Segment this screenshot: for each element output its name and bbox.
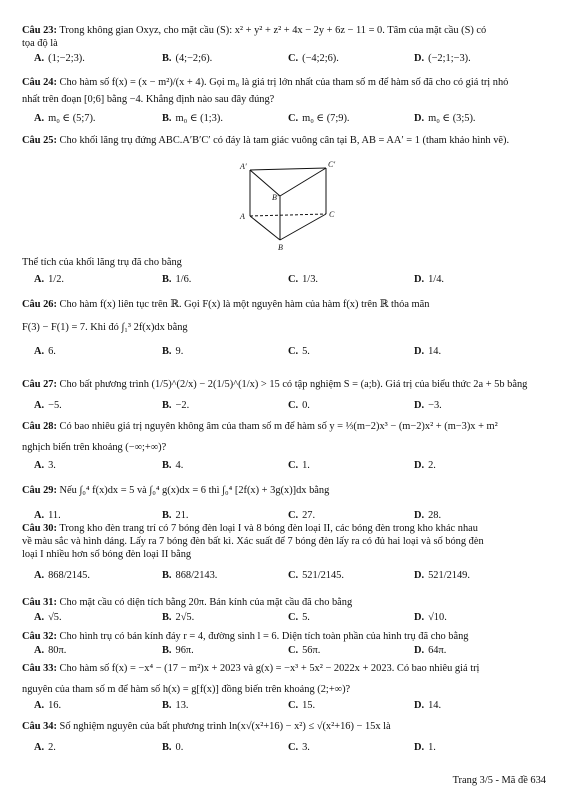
option-a[interactable]: A. √5. — [34, 612, 62, 623]
question-33 — [22, 662, 552, 696]
question-27 — [22, 378, 552, 391]
options-26 — [34, 346, 554, 360]
option-a[interactable]: A. 1/2. — [34, 274, 64, 285]
option-c[interactable]: C. 5. — [288, 612, 310, 623]
question-number: Câu 27: — [22, 379, 57, 390]
question-text: Số nghiệm nguyên của bất phương trình ln(x√(x²+16) − x²) ≤ √(x²+16) − 15x là — [59, 721, 391, 732]
label-a: A — [240, 212, 245, 221]
label-a1: A′ — [240, 162, 247, 171]
option-c[interactable]: C. m₀ ∈ (7;9). — [288, 113, 350, 124]
option-d[interactable]: D. 14. — [414, 700, 442, 711]
option-d[interactable]: D. m₀ ∈ (3;5). — [414, 113, 476, 124]
option-c[interactable]: C. 5. — [288, 346, 310, 357]
question-number: Câu 34: — [22, 721, 57, 732]
question-text: Cho hàm số f(x) = −x⁴ − (17 − m²)x + 2023 và g(x) = −x³ + 5x² − 2022x + 2023. Có bao nhiêu giá trị — [59, 663, 480, 674]
option-c[interactable]: C. 0. — [288, 400, 310, 411]
option-b[interactable]: B. 13. — [162, 700, 189, 711]
question-number: Câu 32: — [22, 631, 57, 642]
question-text: nhất trên đoạn [0;6] bằng −4. Khẳng định nào sau đây đúng? — [22, 94, 275, 105]
option-a[interactable]: A. 3. — [34, 460, 56, 471]
label-c1: C′ — [328, 160, 336, 169]
options-24 — [34, 112, 554, 126]
question-number: Câu 25: — [22, 135, 57, 146]
question-30 — [22, 522, 552, 561]
question-text: Trong không gian Oxyz, cho mặt cầu (S): x² + y² + z² + 4x − 2y + 6z − 11 = 0. Tâm của mặt cầu (S) có — [59, 25, 487, 36]
option-b[interactable]: B. 1/6. — [162, 274, 192, 285]
options-31 — [34, 612, 554, 626]
options-27 — [34, 400, 554, 414]
question-24 — [22, 76, 552, 106]
question-number: Câu 29: — [22, 485, 57, 496]
option-b[interactable]: B. 21. — [162, 510, 189, 521]
option-b[interactable]: B. −2. — [162, 400, 190, 411]
option-d[interactable]: D. 521/2149. — [414, 570, 470, 581]
question-text: Cho hình trụ có bán kính đáy r = 4, đường sinh l = 6. Diện tích toàn phần của hình trụ đã cho bằng — [59, 631, 469, 642]
question-text: Cho bất phương trình (1/5)^(2/x) − 2(1/5)^(1/x) > 15 có tập nghiệm S = (a;b). Giá trị của biểu thức 2a + 5b bằng — [59, 379, 528, 390]
question-text: Nếu ∫₀⁴ f(x)dx = 5 và ∫₀⁴ g(x)dx = 6 thì ∫₀⁴ [2f(x) + 3g(x)]dx bằng — [59, 485, 330, 496]
options-34 — [34, 742, 554, 756]
option-a[interactable]: A. m₀ ∈ (5;7). — [34, 113, 96, 124]
question-29 — [22, 484, 552, 497]
question-number: Câu 28: — [22, 421, 57, 432]
option-b[interactable]: B. 2√5. — [162, 612, 195, 623]
question-34 — [22, 720, 552, 733]
option-d[interactable]: D. −3. — [414, 400, 442, 411]
question-26 — [22, 298, 552, 334]
question-number: Câu 31: — [22, 597, 57, 608]
question-text: Cho hàm số f(x) = (x − m²)/(x + 4). Gọi m₀ là giá trị lớn nhất của tham số m để hàm số đã cho có giá trị nhỏ — [59, 77, 509, 88]
question-text: F(3) − F(1) = 7. Khi đó ∫₁³ 2f(x)dx bằng — [22, 322, 188, 333]
question-25 — [22, 134, 552, 147]
question-25-prompt — [22, 256, 552, 269]
question-text: Thể tích của khối lăng trụ đã cho bằng — [22, 257, 182, 268]
question-text: Cho mặt cầu có diện tích bằng 20π. Bán kính của mặt cầu đã cho bằng — [59, 597, 353, 608]
question-text: tọa độ là — [22, 38, 58, 49]
option-d[interactable]: D. 64π. — [414, 645, 447, 656]
question-23 — [22, 24, 552, 50]
option-d[interactable]: D. (−2;1;−3). — [414, 53, 471, 64]
question-28 — [22, 420, 552, 454]
edge-a-c-hidden — [250, 214, 326, 216]
option-c[interactable]: C. 56π. — [288, 645, 321, 656]
options-25 — [34, 274, 554, 288]
question-text: nguyên của tham số m để hàm số h(x) = g[f(x)] đồng biến trên khoảng (2;+∞)? — [22, 684, 351, 695]
option-a[interactable]: A. 2. — [34, 742, 56, 753]
question-number: Câu 24: — [22, 77, 57, 88]
question-text: loại I nhiều hơn số bóng đèn loại II bằng — [22, 549, 192, 560]
options-30 — [34, 570, 554, 584]
option-d[interactable]: D. 14. — [414, 346, 442, 357]
option-c[interactable]: C. 15. — [288, 700, 316, 711]
options-28 — [34, 460, 554, 474]
option-b[interactable]: B. 96π. — [162, 645, 194, 656]
option-d[interactable]: D. 28. — [414, 510, 442, 521]
option-b[interactable]: B. (4;−2;6). — [162, 53, 213, 64]
option-a[interactable]: A. 80π. — [34, 645, 67, 656]
edge-a1-c1 — [250, 168, 326, 170]
question-text: Cho khối lăng trụ đứng ABC.A′B′C′ có đáy là tam giác vuông cân tại B, AB = AA′ = 1 (tham khảo hình vẽ). — [59, 135, 510, 146]
option-c[interactable]: C. 3. — [288, 742, 310, 753]
option-a[interactable]: A. 6. — [34, 346, 56, 357]
question-text: Trong kho đèn trang trí có 7 bóng đèn loại I và 8 bóng đèn loại II, các bóng đèn trong kho khác nhau — [59, 523, 478, 534]
option-a[interactable]: A. 11. — [34, 510, 61, 521]
question-text: Có bao nhiêu giá trị nguyên không âm của tham số m để hàm số y = ⅓(m−2)x³ − (m−2)x² + (m−3)x + m² — [59, 421, 498, 432]
question-text: về màu sắc và hình dáng. Lấy ra 7 bóng đèn bất kì. Xác suất để 7 bóng đèn lấy ra có đủ hai loại và số bóng đèn — [22, 536, 484, 547]
label-b: B — [278, 243, 283, 252]
option-d[interactable]: D. 2. — [414, 460, 436, 471]
option-c[interactable]: C. 521/2145. — [288, 570, 344, 581]
options-23 — [34, 53, 554, 67]
option-a[interactable]: A. (1;−2;3). — [34, 53, 85, 64]
question-text: Cho hàm f(x) liên tục trên ℝ. Gọi F(x) là một nguyên hàm của hàm f(x) trên ℝ thỏa mãn — [59, 299, 430, 310]
question-32 — [22, 630, 552, 643]
question-number: Câu 33: — [22, 663, 57, 674]
option-d[interactable]: D. 1. — [414, 742, 436, 753]
edge-a-b — [250, 216, 280, 240]
options-33 — [34, 700, 554, 714]
option-c[interactable]: C. (−4;2;6). — [288, 53, 339, 64]
page-footer: Trang 3/5 - Mã đề 634 — [452, 775, 546, 786]
option-a[interactable]: A. 16. — [34, 700, 62, 711]
option-b[interactable]: B. 868/2143. — [162, 570, 218, 581]
option-d[interactable]: D. √10. — [414, 612, 447, 623]
edge-b1-c1 — [280, 168, 326, 196]
prism-figure — [228, 160, 348, 252]
option-c[interactable]: C. 1/3. — [288, 274, 318, 285]
label-b1: B′ — [272, 193, 279, 202]
option-b[interactable]: B. 0. — [162, 742, 184, 753]
edge-b-c — [280, 214, 326, 240]
question-number: Câu 23: — [22, 25, 57, 36]
option-b[interactable]: B. 4. — [162, 460, 184, 471]
question-number: Câu 26: — [22, 299, 57, 310]
option-a[interactable]: A. 868/2145. — [34, 570, 90, 581]
option-c[interactable]: C. 1. — [288, 460, 310, 471]
question-text: nghịch biến trên khoảng (−∞;+∞)? — [22, 442, 167, 453]
question-number: Câu 30: — [22, 523, 57, 534]
option-b[interactable]: B. m₀ ∈ (1;3). — [162, 113, 223, 124]
option-a[interactable]: A. −5. — [34, 400, 62, 411]
question-31 — [22, 596, 552, 609]
options-32 — [34, 645, 554, 659]
label-c: C — [329, 210, 335, 219]
option-d[interactable]: D. 1/4. — [414, 274, 444, 285]
option-b[interactable]: B. 9. — [162, 346, 184, 357]
option-c[interactable]: C. 27. — [288, 510, 316, 521]
